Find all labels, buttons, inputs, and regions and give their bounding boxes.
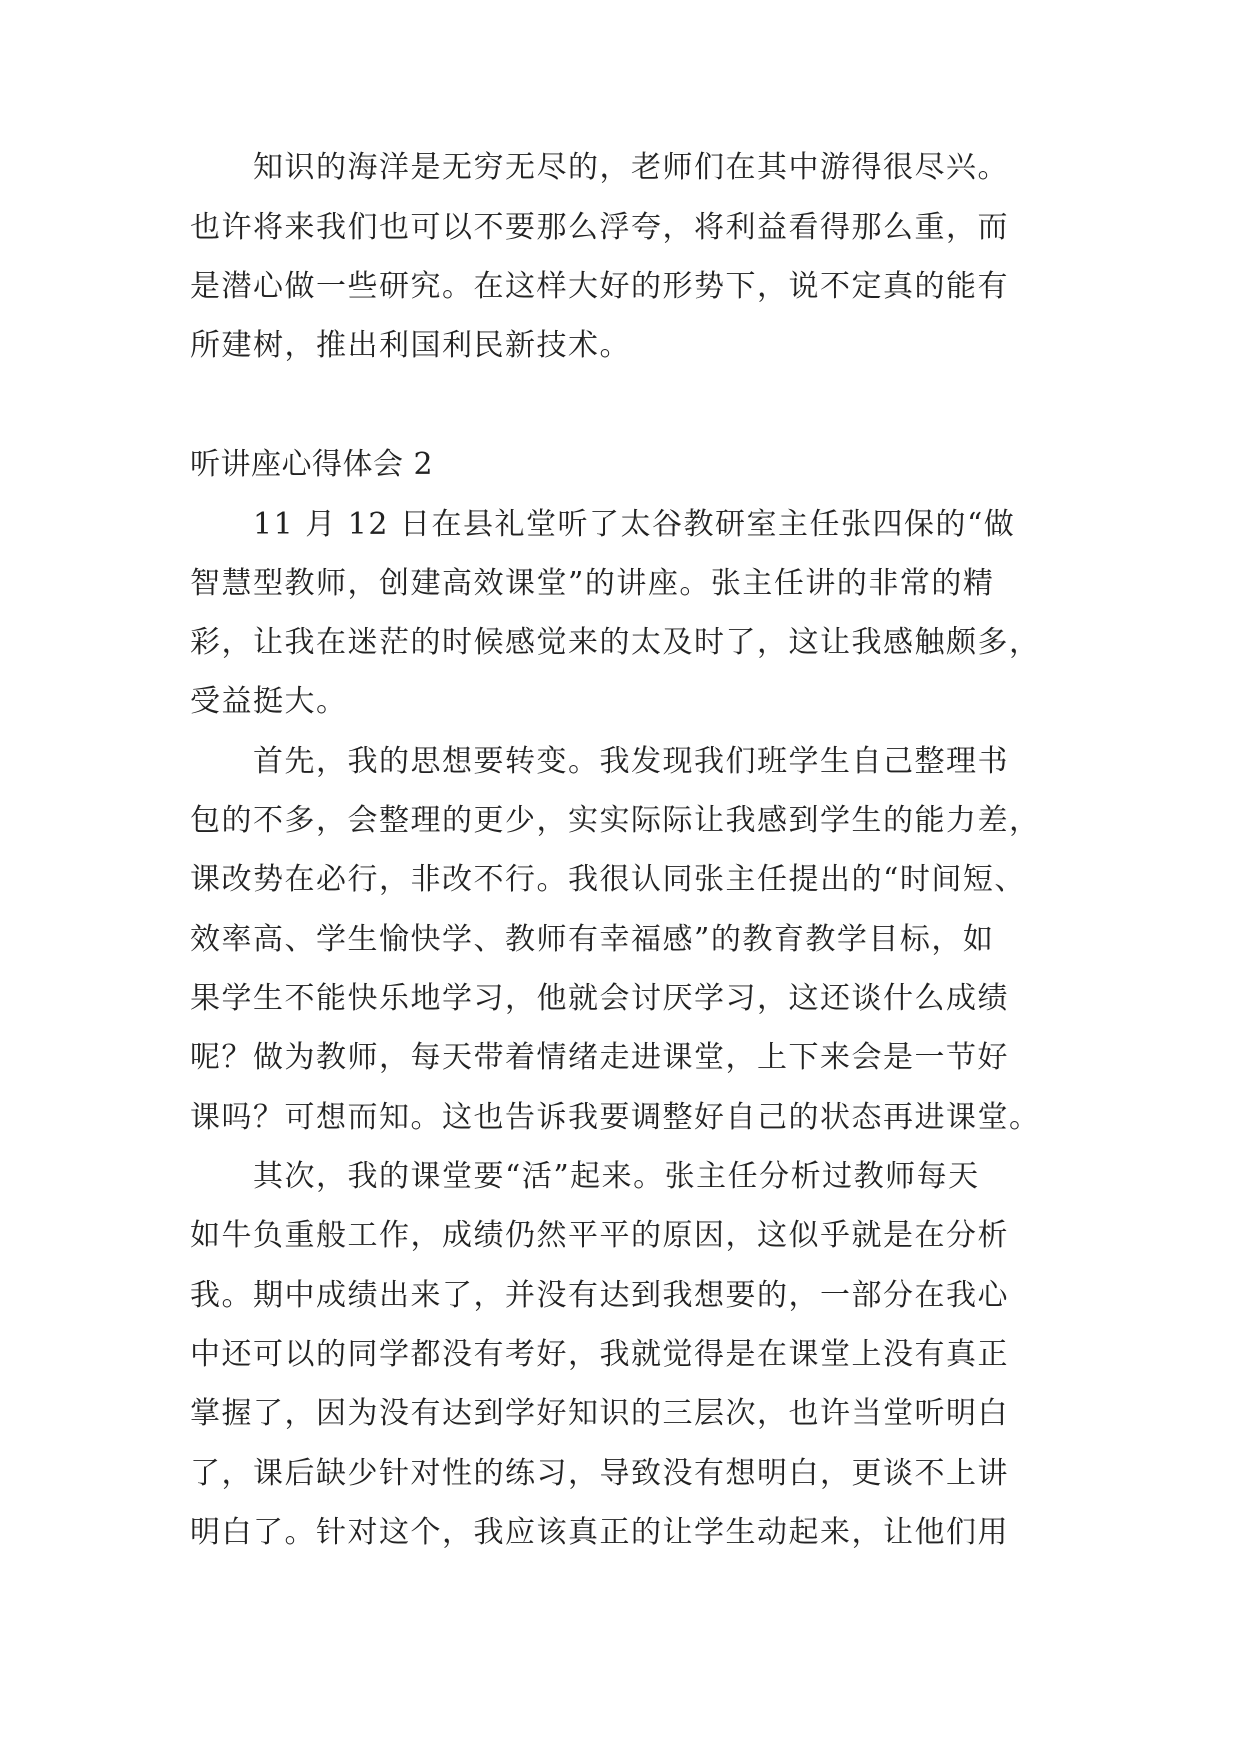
paragraph-line: 也许将来我们也可以不要那么浮夸，将利益看得那么重，而 [190,210,1009,245]
paragraph-line: 是潜心做一些研究。在这样大好的形势下，说不定真的能有 [190,269,1009,304]
paragraph-line: 课改势在必行，非改不行。我很认同张主任提出的“时间短、 [190,862,1026,897]
paragraph-line: 如牛负重般工作，成绩仍然平平的原因，这似乎就是在分析 [190,1218,1009,1253]
paragraph-line: 明白了。针对这个，我应该真正的让学生动起来，让他们用 [190,1515,1009,1550]
paragraph-line: 包的不多，会整理的更少，实实际际让我感到学生的能力差， [190,803,1041,838]
paragraph-line: 11 月 12 日在县礼堂听了太谷教研室主任张四保的“做 [253,507,1016,542]
paragraph-line: 智慧型教师，创建高效课堂”的讲座。张主任讲的非常的精 [190,566,995,601]
paragraph-line: 课吗？可想而知。这也告诉我要调整好自己的状态再进课堂。 [190,1100,1041,1135]
paragraph-line: 所建树，推出利国利民新技术。 [190,328,631,363]
paragraph-line: 其次，我的课堂要“活”起来。张主任分析过教师每天 [253,1159,980,1194]
section-heading: 听讲座心得体会 2 [190,447,434,482]
paragraph-line: 呢？做为教师，每天带着情绪走进课堂，上下来会是一节好 [190,1040,1009,1075]
paragraph-line: 中还可以的同学都没有考好，我就觉得是在课堂上没有真正 [190,1337,1009,1372]
paragraph-line: 果学生不能快乐地学习，他就会讨厌学习，这还谈什么成绩 [190,981,1009,1016]
paragraph-line: 首先，我的思想要转变。我发现我们班学生自己整理书 [253,744,1009,779]
paragraph-line: 彩，让我在迷茫的时候感觉来的太及时了，这让我感触颇多， [190,625,1041,660]
paragraph-line: 我。期中成绩出来了，并没有达到我想要的，一部分在我心 [190,1278,1009,1313]
paragraph-line: 效率高、学生愉快学、教师有幸福感”的教育教学目标，如 [190,922,995,957]
paragraph-line: 知识的海洋是无穷无尽的，老师们在其中游得很尽兴。 [253,150,1009,185]
paragraph-line: 受益挺大。 [190,684,348,719]
paragraph-line: 了，课后缺少针对性的练习，导致没有想明白，更谈不上讲 [190,1456,1009,1491]
paragraph-line: 掌握了，因为没有达到学好知识的三层次，也许当堂听明白 [190,1396,1009,1431]
